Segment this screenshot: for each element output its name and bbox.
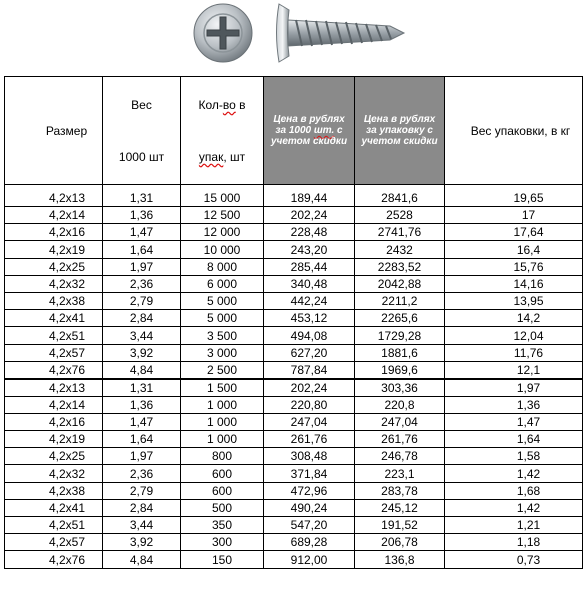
cell-size: 4,2х25: [5, 258, 103, 275]
cell-size: 4,2х19: [5, 431, 103, 448]
cell-price-per-pack: 2528: [355, 207, 445, 224]
cell-pack-weight: 16,4: [445, 241, 583, 258]
table-row: [5, 482, 583, 499]
table-row: [5, 275, 583, 292]
cell-price-per-pack: 1729,28: [355, 327, 445, 344]
cell-price-per-1000: 228,48: [264, 224, 355, 241]
cell-weight-1000: 1,47: [103, 413, 181, 430]
cell-size: 4,2х13: [5, 379, 103, 397]
cell-price-per-pack: 206,78: [355, 534, 445, 551]
cell-price-per-1000: 494,08: [264, 327, 355, 344]
cell-price-per-1000: 442,24: [264, 292, 355, 309]
cell-pack-quantity: 5 000: [181, 292, 264, 309]
header-price-per-1000: Цена в рублях за 1000 шт. с учетом скидки: [264, 77, 355, 185]
cell-pack-quantity: 1 000: [181, 396, 264, 413]
cell-price-per-1000: 472,96: [264, 482, 355, 499]
cell-weight-1000: 1,36: [103, 396, 181, 413]
cell-price-per-pack: 2211,2: [355, 292, 445, 309]
cell-pack-weight: 17,64: [445, 224, 583, 241]
cell-price-per-1000: 261,76: [264, 431, 355, 448]
cell-price-per-1000: 202,24: [264, 379, 355, 397]
cell-size: 4,2х14: [5, 396, 103, 413]
cell-size: 4,2х19: [5, 241, 103, 258]
header-price-per-pack: Цена в рублях за упаковку с учетом скидки: [355, 77, 445, 185]
table-row: [5, 448, 583, 465]
table-row: [5, 551, 583, 568]
cell-pack-quantity: 12 500: [181, 207, 264, 224]
cell-price-per-1000: 247,04: [264, 413, 355, 430]
cell-weight-1000: 2,79: [103, 292, 181, 309]
cell-pack-quantity: 10 000: [181, 241, 264, 258]
cell-price-per-pack: 2741,76: [355, 224, 445, 241]
cross-slot-screw-head-icon: [194, 4, 252, 62]
cell-price-per-pack: 2432: [355, 241, 445, 258]
table-row: [5, 431, 583, 448]
cell-size: 4,2х13: [5, 185, 103, 207]
cell-weight-1000: 4,84: [103, 551, 181, 568]
cell-price-per-1000: 689,28: [264, 534, 355, 551]
cell-price-per-pack: 2265,6: [355, 310, 445, 327]
cell-price-per-1000: 202,24: [264, 207, 355, 224]
cell-size: 4,2х16: [5, 413, 103, 430]
cell-weight-1000: 4,84: [103, 361, 181, 379]
cell-weight-1000: 2,84: [103, 499, 181, 516]
cell-price-per-1000: 912,00: [264, 551, 355, 568]
header-pack-weight: Вес упаковки, в кг: [445, 77, 583, 185]
cell-size: 4,2х41: [5, 499, 103, 516]
cell-size: 4,2х32: [5, 465, 103, 482]
cell-weight-1000: 1,97: [103, 448, 181, 465]
cell-pack-weight: 12,1: [445, 361, 583, 379]
cell-pack-weight: 11,76: [445, 344, 583, 361]
cell-pack-weight: 1,42: [445, 465, 583, 482]
cell-pack-weight: 14,2: [445, 310, 583, 327]
cell-price-per-pack: 1881,6: [355, 344, 445, 361]
table-row: [5, 241, 583, 258]
table-row: [5, 292, 583, 309]
cell-weight-1000: 1,97: [103, 258, 181, 275]
cell-pack-quantity: 3 500: [181, 327, 264, 344]
cell-pack-quantity: 1 000: [181, 431, 264, 448]
cell-weight-1000: 2,36: [103, 465, 181, 482]
cell-pack-weight: 1,68: [445, 482, 583, 499]
cell-price-per-1000: 787,84: [264, 361, 355, 379]
cell-pack-quantity: 800: [181, 448, 264, 465]
cell-pack-weight: 1,21: [445, 517, 583, 534]
cell-weight-1000: 2,84: [103, 310, 181, 327]
table-row: [5, 413, 583, 430]
cell-pack-quantity: 500: [181, 499, 264, 516]
cell-pack-quantity: 1 000: [181, 413, 264, 430]
cell-size: 4,2х32: [5, 275, 103, 292]
cell-price-per-pack: 220,8: [355, 396, 445, 413]
cell-size: 4,2х16: [5, 224, 103, 241]
cell-size: 4,2х57: [5, 344, 103, 361]
cell-price-per-pack: 2042,88: [355, 275, 445, 292]
cell-pack-weight: 1,58: [445, 448, 583, 465]
screw-product-illustration: [0, 0, 586, 76]
header-quantity: Кол-во в упак, шт: [181, 77, 264, 185]
cell-pack-quantity: 5 000: [181, 310, 264, 327]
cell-weight-1000: 3,92: [103, 534, 181, 551]
table-row: [5, 224, 583, 241]
cell-pack-weight: 1,18: [445, 534, 583, 551]
table-row: [5, 185, 583, 207]
cell-pack-weight: 1,47: [445, 413, 583, 430]
cell-pack-weight: 1,64: [445, 431, 583, 448]
cell-weight-1000: 3,92: [103, 344, 181, 361]
cell-price-per-1000: 243,20: [264, 241, 355, 258]
cell-weight-1000: 1,36: [103, 207, 181, 224]
header-size: Размер: [5, 77, 103, 185]
cell-weight-1000: 1,64: [103, 241, 181, 258]
cell-pack-quantity: 600: [181, 482, 264, 499]
cell-pack-quantity: 600: [181, 465, 264, 482]
cell-size: 4,2х25: [5, 448, 103, 465]
cell-pack-quantity: 2 500: [181, 361, 264, 379]
cell-price-per-pack: 136,8: [355, 551, 445, 568]
cell-weight-1000: 1,31: [103, 185, 181, 207]
cell-weight-1000: 3,44: [103, 517, 181, 534]
cell-pack-weight: 17: [445, 207, 583, 224]
cell-price-per-pack: 247,04: [355, 413, 445, 430]
cell-pack-weight: 15,76: [445, 258, 583, 275]
cell-size: 4,2х38: [5, 292, 103, 309]
cell-price-per-1000: 627,20: [264, 344, 355, 361]
cell-weight-1000: 2,79: [103, 482, 181, 499]
cell-size: 4,2х41: [5, 310, 103, 327]
cell-price-per-pack: 2841,6: [355, 185, 445, 207]
cell-size: 4,2х51: [5, 327, 103, 344]
cell-price-per-pack: 1969,6: [355, 361, 445, 379]
table-row: [5, 499, 583, 516]
cell-weight-1000: 3,44: [103, 327, 181, 344]
table-row: [5, 361, 583, 379]
cell-pack-weight: 1,42: [445, 499, 583, 516]
screw-specs-table: [4, 76, 583, 569]
cell-pack-weight: 0,73: [445, 551, 583, 568]
cell-price-per-1000: 285,44: [264, 258, 355, 275]
cell-weight-1000: 1,31: [103, 379, 181, 397]
cell-weight-1000: 2,36: [103, 275, 181, 292]
cell-pack-quantity: 300: [181, 534, 264, 551]
cell-price-per-pack: 223,1: [355, 465, 445, 482]
cell-pack-quantity: 12 000: [181, 224, 264, 241]
table-row: [5, 517, 583, 534]
cell-size: 4,2х38: [5, 482, 103, 499]
cell-price-per-1000: 453,12: [264, 310, 355, 327]
cell-price-per-1000: 308,48: [264, 448, 355, 465]
cell-pack-quantity: 150: [181, 551, 264, 568]
table-row: [5, 310, 583, 327]
cell-size: 4,2х76: [5, 551, 103, 568]
cell-pack-quantity: 350: [181, 517, 264, 534]
cell-price-per-1000: 340,48: [264, 275, 355, 292]
cell-price-per-pack: 2283,52: [355, 258, 445, 275]
table-row: [5, 207, 583, 224]
table-row: [5, 379, 583, 397]
cell-pack-weight: 1,36: [445, 396, 583, 413]
cell-weight-1000: 1,47: [103, 224, 181, 241]
cell-pack-quantity: 15 000: [181, 185, 264, 207]
cell-pack-weight: 14,16: [445, 275, 583, 292]
cell-price-per-1000: 490,24: [264, 499, 355, 516]
cell-pack-quantity: 1 500: [181, 379, 264, 397]
header-weight: Вес 1000 шт: [103, 77, 181, 185]
cell-price-per-pack: 191,52: [355, 517, 445, 534]
cell-size: 4,2х76: [5, 361, 103, 379]
cell-price-per-pack: 261,76: [355, 431, 445, 448]
screw-side-view-icon: [277, 4, 405, 62]
table-row: [5, 396, 583, 413]
table-row: [5, 465, 583, 482]
cell-size: 4,2х51: [5, 517, 103, 534]
table-row: [5, 534, 583, 551]
cell-pack-weight: 12,04: [445, 327, 583, 344]
cell-pack-quantity: 8 000: [181, 258, 264, 275]
cell-size: 4,2х57: [5, 534, 103, 551]
table-row: [5, 258, 583, 275]
cell-pack-weight: 1,97: [445, 379, 583, 397]
cell-size: 4,2х14: [5, 207, 103, 224]
cell-price-per-pack: 303,36: [355, 379, 445, 397]
cell-price-per-pack: 246,78: [355, 448, 445, 465]
cell-price-per-1000: 371,84: [264, 465, 355, 482]
cell-price-per-1000: 547,20: [264, 517, 355, 534]
cell-pack-quantity: 6 000: [181, 275, 264, 292]
cell-price-per-1000: 189,44: [264, 185, 355, 207]
table-row: [5, 344, 583, 361]
cell-price-per-pack: 283,78: [355, 482, 445, 499]
cell-weight-1000: 1,64: [103, 431, 181, 448]
cell-pack-weight: 19,65: [445, 185, 583, 207]
cell-price-per-pack: 245,12: [355, 499, 445, 516]
cell-pack-quantity: 3 000: [181, 344, 264, 361]
header-row: [5, 77, 583, 185]
cell-price-per-1000: 220,80: [264, 396, 355, 413]
table-row: [5, 327, 583, 344]
cell-pack-weight: 13,95: [445, 292, 583, 309]
